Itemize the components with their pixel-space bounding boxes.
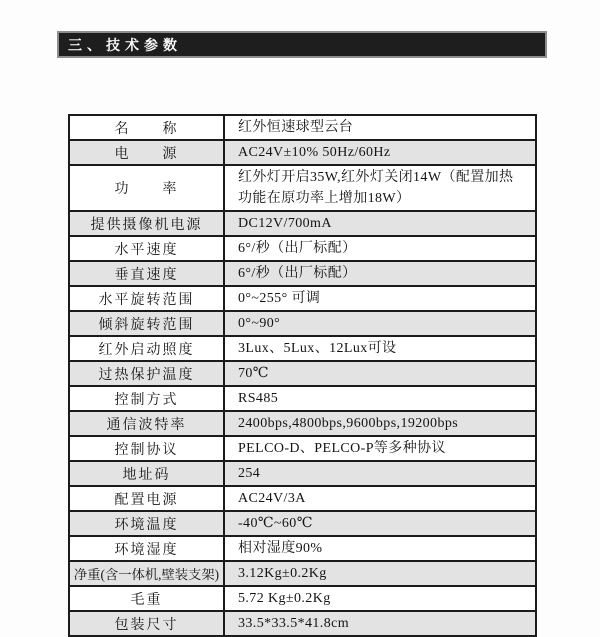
spec-label: 电 源: [70, 141, 225, 164]
spec-label: 控制协议: [70, 437, 225, 460]
spec-value: 红外灯开启35W,红外灯关闭14W（配置加热功能在原功率上增加18W）: [238, 170, 514, 206]
spec-value: RS485: [238, 391, 279, 406]
spec-label: 倾斜旋转范围: [70, 312, 225, 335]
spec-value: 2400bps,4800bps,9600bps,19200bps: [238, 416, 459, 431]
spec-value: 33.5*33.5*41.8cm: [238, 616, 350, 631]
spec-value: 3.12Kg±0.2Kg: [238, 566, 327, 581]
spec-value: -40℃~60℃: [238, 516, 313, 531]
spec-label: 提供摄像机电源: [70, 212, 225, 235]
spec-value: 3Lux、5Lux、12Lux可设: [238, 341, 397, 356]
spec-row-baud-rate: [70, 412, 535, 437]
spec-row-camera-power: [70, 212, 535, 237]
spec-label: 环境湿度: [70, 537, 225, 560]
spec-value: 70℃: [238, 366, 269, 381]
spec-label: 环境温度: [70, 512, 225, 535]
spec-value: 相对湿度90%: [238, 541, 323, 556]
spec-row-net-weight: [70, 562, 535, 587]
spec-row-ir-illuminance: [70, 337, 535, 362]
spec-row-protocol: [70, 437, 535, 462]
spec-table: [68, 114, 537, 637]
spec-value: 红外恒速球型云台: [238, 120, 354, 135]
spec-row-tilt-speed: [70, 262, 535, 287]
spec-label: 配置电源: [70, 487, 225, 510]
spec-value: 5.72 Kg±0.2Kg: [238, 591, 331, 606]
spec-label: 过热保护温度: [70, 362, 225, 385]
spec-row-pan-speed: [70, 237, 535, 262]
spec-label: 水平旋转范围: [70, 287, 225, 310]
spec-value: PELCO-D、PELCO-P等多种协议: [238, 441, 446, 456]
spec-row-wattage: [70, 166, 535, 212]
spec-row-ambient-temperature: [70, 512, 535, 537]
spec-label: 垂直速度: [70, 262, 225, 285]
section-header-bar: [57, 31, 547, 58]
spec-label: 包装尺寸: [70, 612, 225, 635]
spec-value: AC24V±10% 50Hz/60Hz: [238, 145, 391, 160]
spec-label: 毛重: [70, 587, 225, 610]
spec-row-package-size: [70, 612, 535, 635]
spec-label: 水平速度: [70, 237, 225, 260]
spec-label: 功 率: [70, 166, 225, 210]
spec-value: DC12V/700mA: [238, 216, 332, 231]
spec-label: 净重(含一体机,壁装支架): [70, 562, 225, 585]
spec-row-configured-power: [70, 487, 535, 512]
spec-row-gross-weight: [70, 587, 535, 612]
spec-value: 0°~255° 可调: [238, 291, 321, 306]
spec-value: 6°/秒（出厂标配）: [238, 241, 357, 256]
spec-row-pan-range: [70, 287, 535, 312]
spec-label: 名 称: [70, 116, 225, 139]
spec-row-address-code: [70, 462, 535, 487]
spec-value: 6°/秒（出厂标配）: [238, 266, 357, 281]
spec-row-name: [70, 116, 535, 141]
spec-row-power-supply: [70, 141, 535, 166]
spec-value: 254: [238, 466, 261, 481]
spec-label: 通信波特率: [70, 412, 225, 435]
section-title: 三、技术参数: [68, 38, 182, 54]
spec-value: 0°~90°: [238, 316, 281, 331]
spec-label: 红外启动照度: [70, 337, 225, 360]
spec-row-tilt-range: [70, 312, 535, 337]
spec-row-overheat-protection: [70, 362, 535, 387]
spec-row-control-mode: [70, 387, 535, 412]
spec-value: AC24V/3A: [238, 491, 306, 506]
spec-row-ambient-humidity: [70, 537, 535, 562]
spec-label: 地址码: [70, 462, 225, 485]
spec-label: 控制方式: [70, 387, 225, 410]
